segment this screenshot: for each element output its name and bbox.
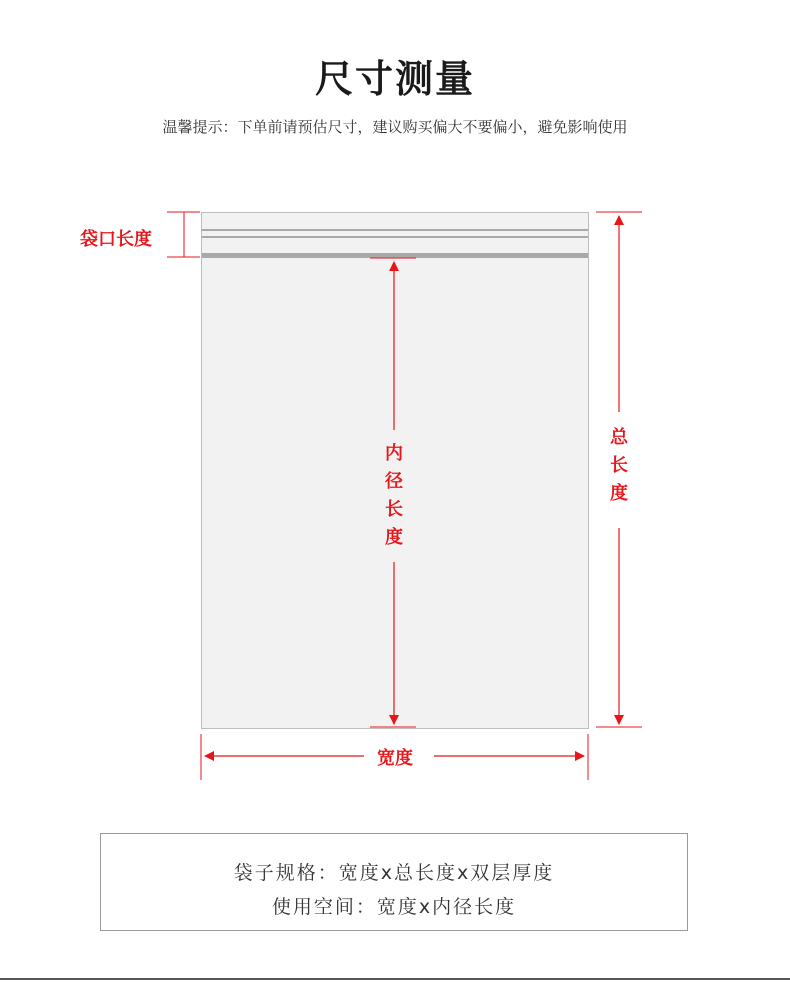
width-label: 宽度 <box>377 748 413 769</box>
spec-box <box>100 833 688 931</box>
usable-space-text: 使用空间：宽度x内径长度 <box>271 896 517 918</box>
bottom-divider <box>0 978 790 980</box>
tip-text: 温馨提示：下单前请预估尺寸，建议购买偏大不要偏小，避免影响使用 <box>162 118 628 136</box>
bag-spec-text: 袋子规格：宽度x总长度x双层厚度 <box>233 862 555 884</box>
inner-length-label: 内径长度 <box>385 443 403 548</box>
total-length-label: 总长度 <box>610 427 628 504</box>
page-title: 尺寸测量 <box>314 57 475 101</box>
opening-length-label: 袋口长度 <box>80 229 152 250</box>
